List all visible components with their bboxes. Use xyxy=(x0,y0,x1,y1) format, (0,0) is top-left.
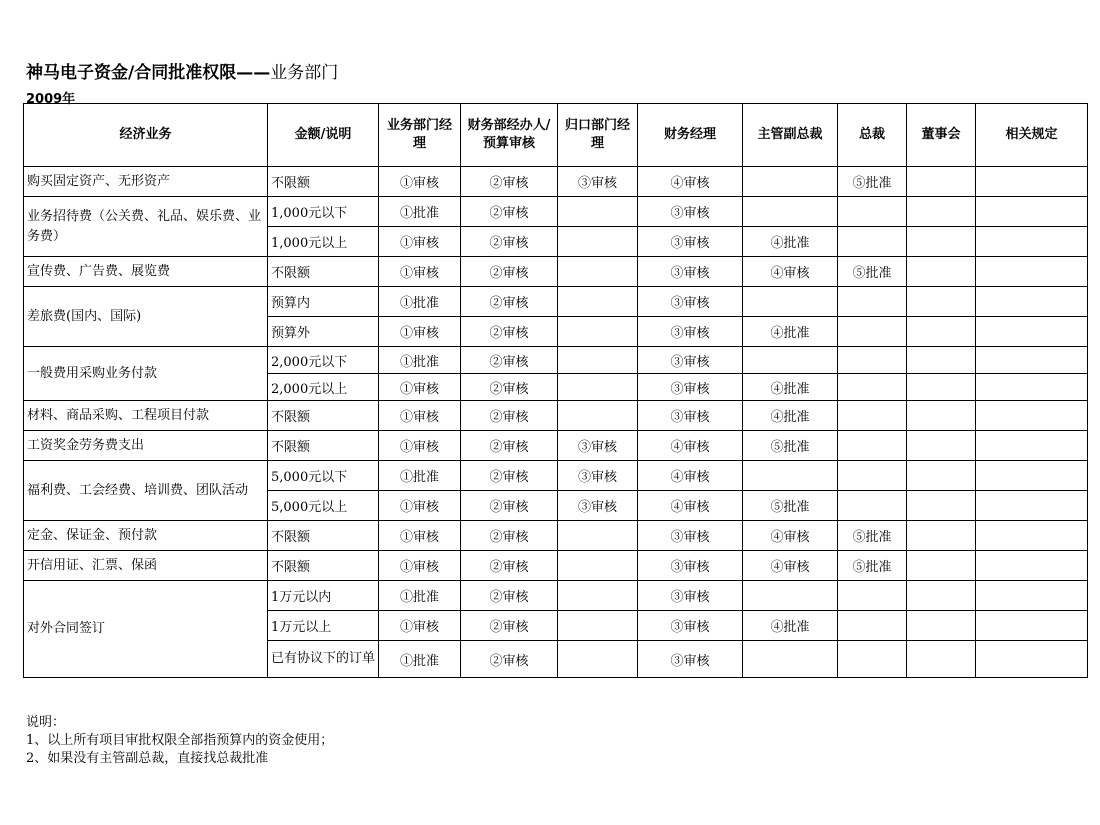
board-cell xyxy=(907,197,976,227)
regulations-cell xyxy=(976,197,1088,227)
header-regulations: 相关规定 xyxy=(976,104,1088,167)
finance-handler-cell: ②审核 xyxy=(461,431,558,461)
responsible-dept-cell xyxy=(558,257,638,287)
regulations-cell xyxy=(976,227,1088,257)
president-cell xyxy=(838,491,907,521)
amount-cell: 不限额 xyxy=(268,551,379,581)
vice-president-cell: ④批准 xyxy=(743,227,838,257)
table-row xyxy=(24,521,1088,551)
board-cell xyxy=(907,641,976,678)
amount-cell: 2,000元以下 xyxy=(268,347,379,374)
amount-cell: 1,000元以下 xyxy=(268,197,379,227)
board-cell xyxy=(907,521,976,551)
regulations-cell xyxy=(976,581,1088,611)
finance-manager-cell: ③审核 xyxy=(638,257,743,287)
vice-president-cell xyxy=(743,641,838,678)
finance-handler-cell: ②审核 xyxy=(461,374,558,401)
table-row xyxy=(24,401,1088,431)
dept-manager-cell: ①批准 xyxy=(379,287,461,317)
vice-president-cell xyxy=(743,287,838,317)
responsible-dept-cell xyxy=(558,287,638,317)
regulations-cell xyxy=(976,611,1088,641)
table-row xyxy=(24,257,1088,287)
regulations-cell xyxy=(976,317,1088,347)
finance-manager-cell: ④审核 xyxy=(638,491,743,521)
finance-manager-cell: ③审核 xyxy=(638,521,743,551)
category-cell: 宣传费、广告费、展览费 xyxy=(24,257,268,287)
vice-president-cell xyxy=(743,347,838,374)
dept-manager-cell: ①审核 xyxy=(379,551,461,581)
header-board: 董事会 xyxy=(907,104,976,167)
finance-handler-cell: ②审核 xyxy=(461,401,558,431)
responsible-dept-cell xyxy=(558,317,638,347)
category-cell: 开信用证、汇票、保函 xyxy=(24,551,268,581)
regulations-cell xyxy=(976,257,1088,287)
amount-cell: 1,000元以上 xyxy=(268,227,379,257)
responsible-dept-cell: ③审核 xyxy=(558,431,638,461)
header-amount: 金额/说明 xyxy=(268,104,379,167)
board-cell xyxy=(907,581,976,611)
vice-president-cell xyxy=(743,581,838,611)
table-row xyxy=(24,287,1088,317)
amount-cell: 不限额 xyxy=(268,431,379,461)
responsible-dept-cell xyxy=(558,611,638,641)
finance-manager-cell: ④审核 xyxy=(638,431,743,461)
amount-cell: 已有协议下的订单 xyxy=(268,641,379,678)
responsible-dept-cell: ③审核 xyxy=(558,491,638,521)
regulations-cell xyxy=(976,491,1088,521)
president-cell xyxy=(838,374,907,401)
regulations-cell xyxy=(976,521,1088,551)
responsible-dept-cell xyxy=(558,347,638,374)
dept-manager-cell: ①批准 xyxy=(379,641,461,678)
category-cell: 定金、保证金、预付款 xyxy=(24,521,268,551)
amount-cell: 不限额 xyxy=(268,257,379,287)
regulations-cell xyxy=(976,347,1088,374)
responsible-dept-cell xyxy=(558,641,638,678)
amount-cell: 不限额 xyxy=(268,167,379,197)
finance-handler-cell: ②审核 xyxy=(461,521,558,551)
amount-cell: 5,000元以上 xyxy=(268,491,379,521)
president-cell xyxy=(838,461,907,491)
dept-manager-cell: ①批准 xyxy=(379,581,461,611)
finance-manager-cell: ③审核 xyxy=(638,317,743,347)
header-finance-manager: 财务经理 xyxy=(638,104,743,167)
president-cell: ⑤批准 xyxy=(838,521,907,551)
category-cell: 工资奖金劳务费支出 xyxy=(24,431,268,461)
table-row xyxy=(24,197,1088,227)
finance-manager-cell: ④审核 xyxy=(638,167,743,197)
amount-cell: 5,000元以下 xyxy=(268,461,379,491)
responsible-dept-cell xyxy=(558,521,638,551)
board-cell xyxy=(907,551,976,581)
finance-handler-cell: ②审核 xyxy=(461,257,558,287)
finance-manager-cell: ③审核 xyxy=(638,581,743,611)
finance-manager-cell: ③审核 xyxy=(638,641,743,678)
finance-manager-cell: ③审核 xyxy=(638,227,743,257)
table-row xyxy=(24,551,1088,581)
finance-handler-cell: ②审核 xyxy=(461,581,558,611)
board-cell xyxy=(907,317,976,347)
category-cell: 差旅费(国内、国际) xyxy=(24,287,268,347)
vice-president-cell: ④批准 xyxy=(743,401,838,431)
amount-cell: 不限额 xyxy=(268,521,379,551)
table-row xyxy=(24,461,1088,491)
responsible-dept-cell: ③审核 xyxy=(558,461,638,491)
finance-handler-cell: ②审核 xyxy=(461,461,558,491)
responsible-dept-cell xyxy=(558,581,638,611)
regulations-cell xyxy=(976,401,1088,431)
finance-manager-cell: ③审核 xyxy=(638,611,743,641)
note-item: 1、以上所有项目审批权限全部指预算内的资金使用； xyxy=(26,733,334,748)
vice-president-cell xyxy=(743,197,838,227)
category-cell: 一般费用采购业务付款 xyxy=(24,347,268,401)
regulations-cell xyxy=(976,374,1088,401)
amount-cell: 2,000元以上 xyxy=(268,374,379,401)
header-business: 经济业务 xyxy=(24,104,268,167)
regulations-cell xyxy=(976,287,1088,317)
finance-handler-cell: ②审核 xyxy=(461,347,558,374)
vice-president-cell xyxy=(743,461,838,491)
table-body xyxy=(24,167,1088,678)
notes xyxy=(26,714,333,768)
header-president: 总裁 xyxy=(838,104,907,167)
president-cell xyxy=(838,227,907,257)
amount-cell: 预算外 xyxy=(268,317,379,347)
table-row xyxy=(24,347,1088,374)
table-row xyxy=(24,167,1088,197)
dept-manager-cell: ①审核 xyxy=(379,611,461,641)
vice-president-cell: ④批准 xyxy=(743,317,838,347)
finance-handler-cell: ②审核 xyxy=(461,227,558,257)
finance-handler-cell: ②审核 xyxy=(461,611,558,641)
table-header-row xyxy=(24,104,1088,167)
dept-manager-cell: ①批准 xyxy=(379,197,461,227)
board-cell xyxy=(907,374,976,401)
president-cell xyxy=(838,317,907,347)
responsible-dept-cell: ③审核 xyxy=(558,167,638,197)
finance-manager-cell: ④审核 xyxy=(638,461,743,491)
president-cell xyxy=(838,431,907,461)
president-cell xyxy=(838,347,907,374)
regulations-cell xyxy=(976,641,1088,678)
category-cell: 材料、商品采购、工程项目付款 xyxy=(24,401,268,431)
dept-manager-cell: ①批准 xyxy=(379,347,461,374)
board-cell xyxy=(907,257,976,287)
finance-handler-cell: ②审核 xyxy=(461,641,558,678)
finance-manager-cell: ③审核 xyxy=(638,287,743,317)
board-cell xyxy=(907,401,976,431)
vice-president-cell: ④批准 xyxy=(743,611,838,641)
president-cell: ⑤批准 xyxy=(838,167,907,197)
finance-manager-cell: ③审核 xyxy=(638,374,743,401)
vice-president-cell: ⑤批准 xyxy=(743,431,838,461)
category-cell: 购买固定资产、无形资产 xyxy=(24,167,268,197)
president-cell xyxy=(838,401,907,431)
vice-president-cell: ⑤批准 xyxy=(743,491,838,521)
dept-manager-cell: ①审核 xyxy=(379,167,461,197)
finance-manager-cell: ③审核 xyxy=(638,347,743,374)
president-cell: ⑤批准 xyxy=(838,551,907,581)
category-cell: 福利费、工会经费、培训费、团队活动 xyxy=(24,461,268,521)
finance-handler-cell: ②审核 xyxy=(461,551,558,581)
page-title xyxy=(26,58,338,83)
table-row xyxy=(24,581,1088,611)
dept-manager-cell: ①审核 xyxy=(379,317,461,347)
finance-handler-cell: ②审核 xyxy=(461,167,558,197)
finance-manager-cell: ③审核 xyxy=(638,197,743,227)
amount-cell: 1万元以上 xyxy=(268,611,379,641)
finance-handler-cell: ②审核 xyxy=(461,287,558,317)
regulations-cell xyxy=(976,431,1088,461)
vice-president-cell: ④审核 xyxy=(743,551,838,581)
header-responsible-dept-manager: 归口部门经理 xyxy=(558,104,638,167)
board-cell xyxy=(907,287,976,317)
dept-manager-cell: ①批准 xyxy=(379,461,461,491)
regulations-cell xyxy=(976,551,1088,581)
responsible-dept-cell xyxy=(558,551,638,581)
notes-heading: 说明： xyxy=(26,715,66,730)
vice-president-cell xyxy=(743,167,838,197)
board-cell xyxy=(907,431,976,461)
board-cell xyxy=(907,491,976,521)
year-label: 2009年 xyxy=(26,92,76,107)
finance-manager-cell: ③审核 xyxy=(638,401,743,431)
board-cell xyxy=(907,167,976,197)
note-item: 2、如果没有主管副总裁，直接找总裁批准 xyxy=(26,751,269,766)
president-cell xyxy=(838,641,907,678)
table-row xyxy=(24,431,1088,461)
header-vice-president: 主管副总裁 xyxy=(743,104,838,167)
category-cell: 对外合同签订 xyxy=(24,581,268,678)
header-finance-handler: 财务部经办人/预算审核 xyxy=(461,104,558,167)
vice-president-cell: ④批准 xyxy=(743,374,838,401)
regulations-cell xyxy=(976,461,1088,491)
finance-handler-cell: ②审核 xyxy=(461,197,558,227)
title-department: 业务部门 xyxy=(270,63,339,83)
vice-president-cell: ④审核 xyxy=(743,521,838,551)
dept-manager-cell: ①审核 xyxy=(379,491,461,521)
vice-president-cell: ④审核 xyxy=(743,257,838,287)
amount-cell: 不限额 xyxy=(268,401,379,431)
regulations-cell xyxy=(976,167,1088,197)
dept-manager-cell: ①审核 xyxy=(379,431,461,461)
amount-cell: 1万元以内 xyxy=(268,581,379,611)
header-dept-manager: 业务部门经理 xyxy=(379,104,461,167)
dept-manager-cell: ①审核 xyxy=(379,227,461,257)
responsible-dept-cell xyxy=(558,401,638,431)
title-main: 神马电子资金/合同批准权限—— xyxy=(26,63,271,83)
responsible-dept-cell xyxy=(558,197,638,227)
amount-cell: 预算内 xyxy=(268,287,379,317)
dept-manager-cell: ①审核 xyxy=(379,374,461,401)
board-cell xyxy=(907,347,976,374)
responsible-dept-cell xyxy=(558,227,638,257)
board-cell xyxy=(907,227,976,257)
president-cell xyxy=(838,197,907,227)
dept-manager-cell: ①审核 xyxy=(379,401,461,431)
finance-manager-cell: ③审核 xyxy=(638,551,743,581)
dept-manager-cell: ①审核 xyxy=(379,521,461,551)
dept-manager-cell: ①审核 xyxy=(379,257,461,287)
responsible-dept-cell xyxy=(558,374,638,401)
board-cell xyxy=(907,611,976,641)
president-cell: ⑤批准 xyxy=(838,257,907,287)
president-cell xyxy=(838,287,907,317)
board-cell xyxy=(907,461,976,491)
president-cell xyxy=(838,611,907,641)
finance-handler-cell: ②审核 xyxy=(461,317,558,347)
president-cell xyxy=(838,581,907,611)
category-cell: 业务招待费（公关费、礼品、娱乐费、业务费） xyxy=(24,197,268,257)
approval-table xyxy=(23,103,1088,678)
finance-handler-cell: ②审核 xyxy=(461,491,558,521)
